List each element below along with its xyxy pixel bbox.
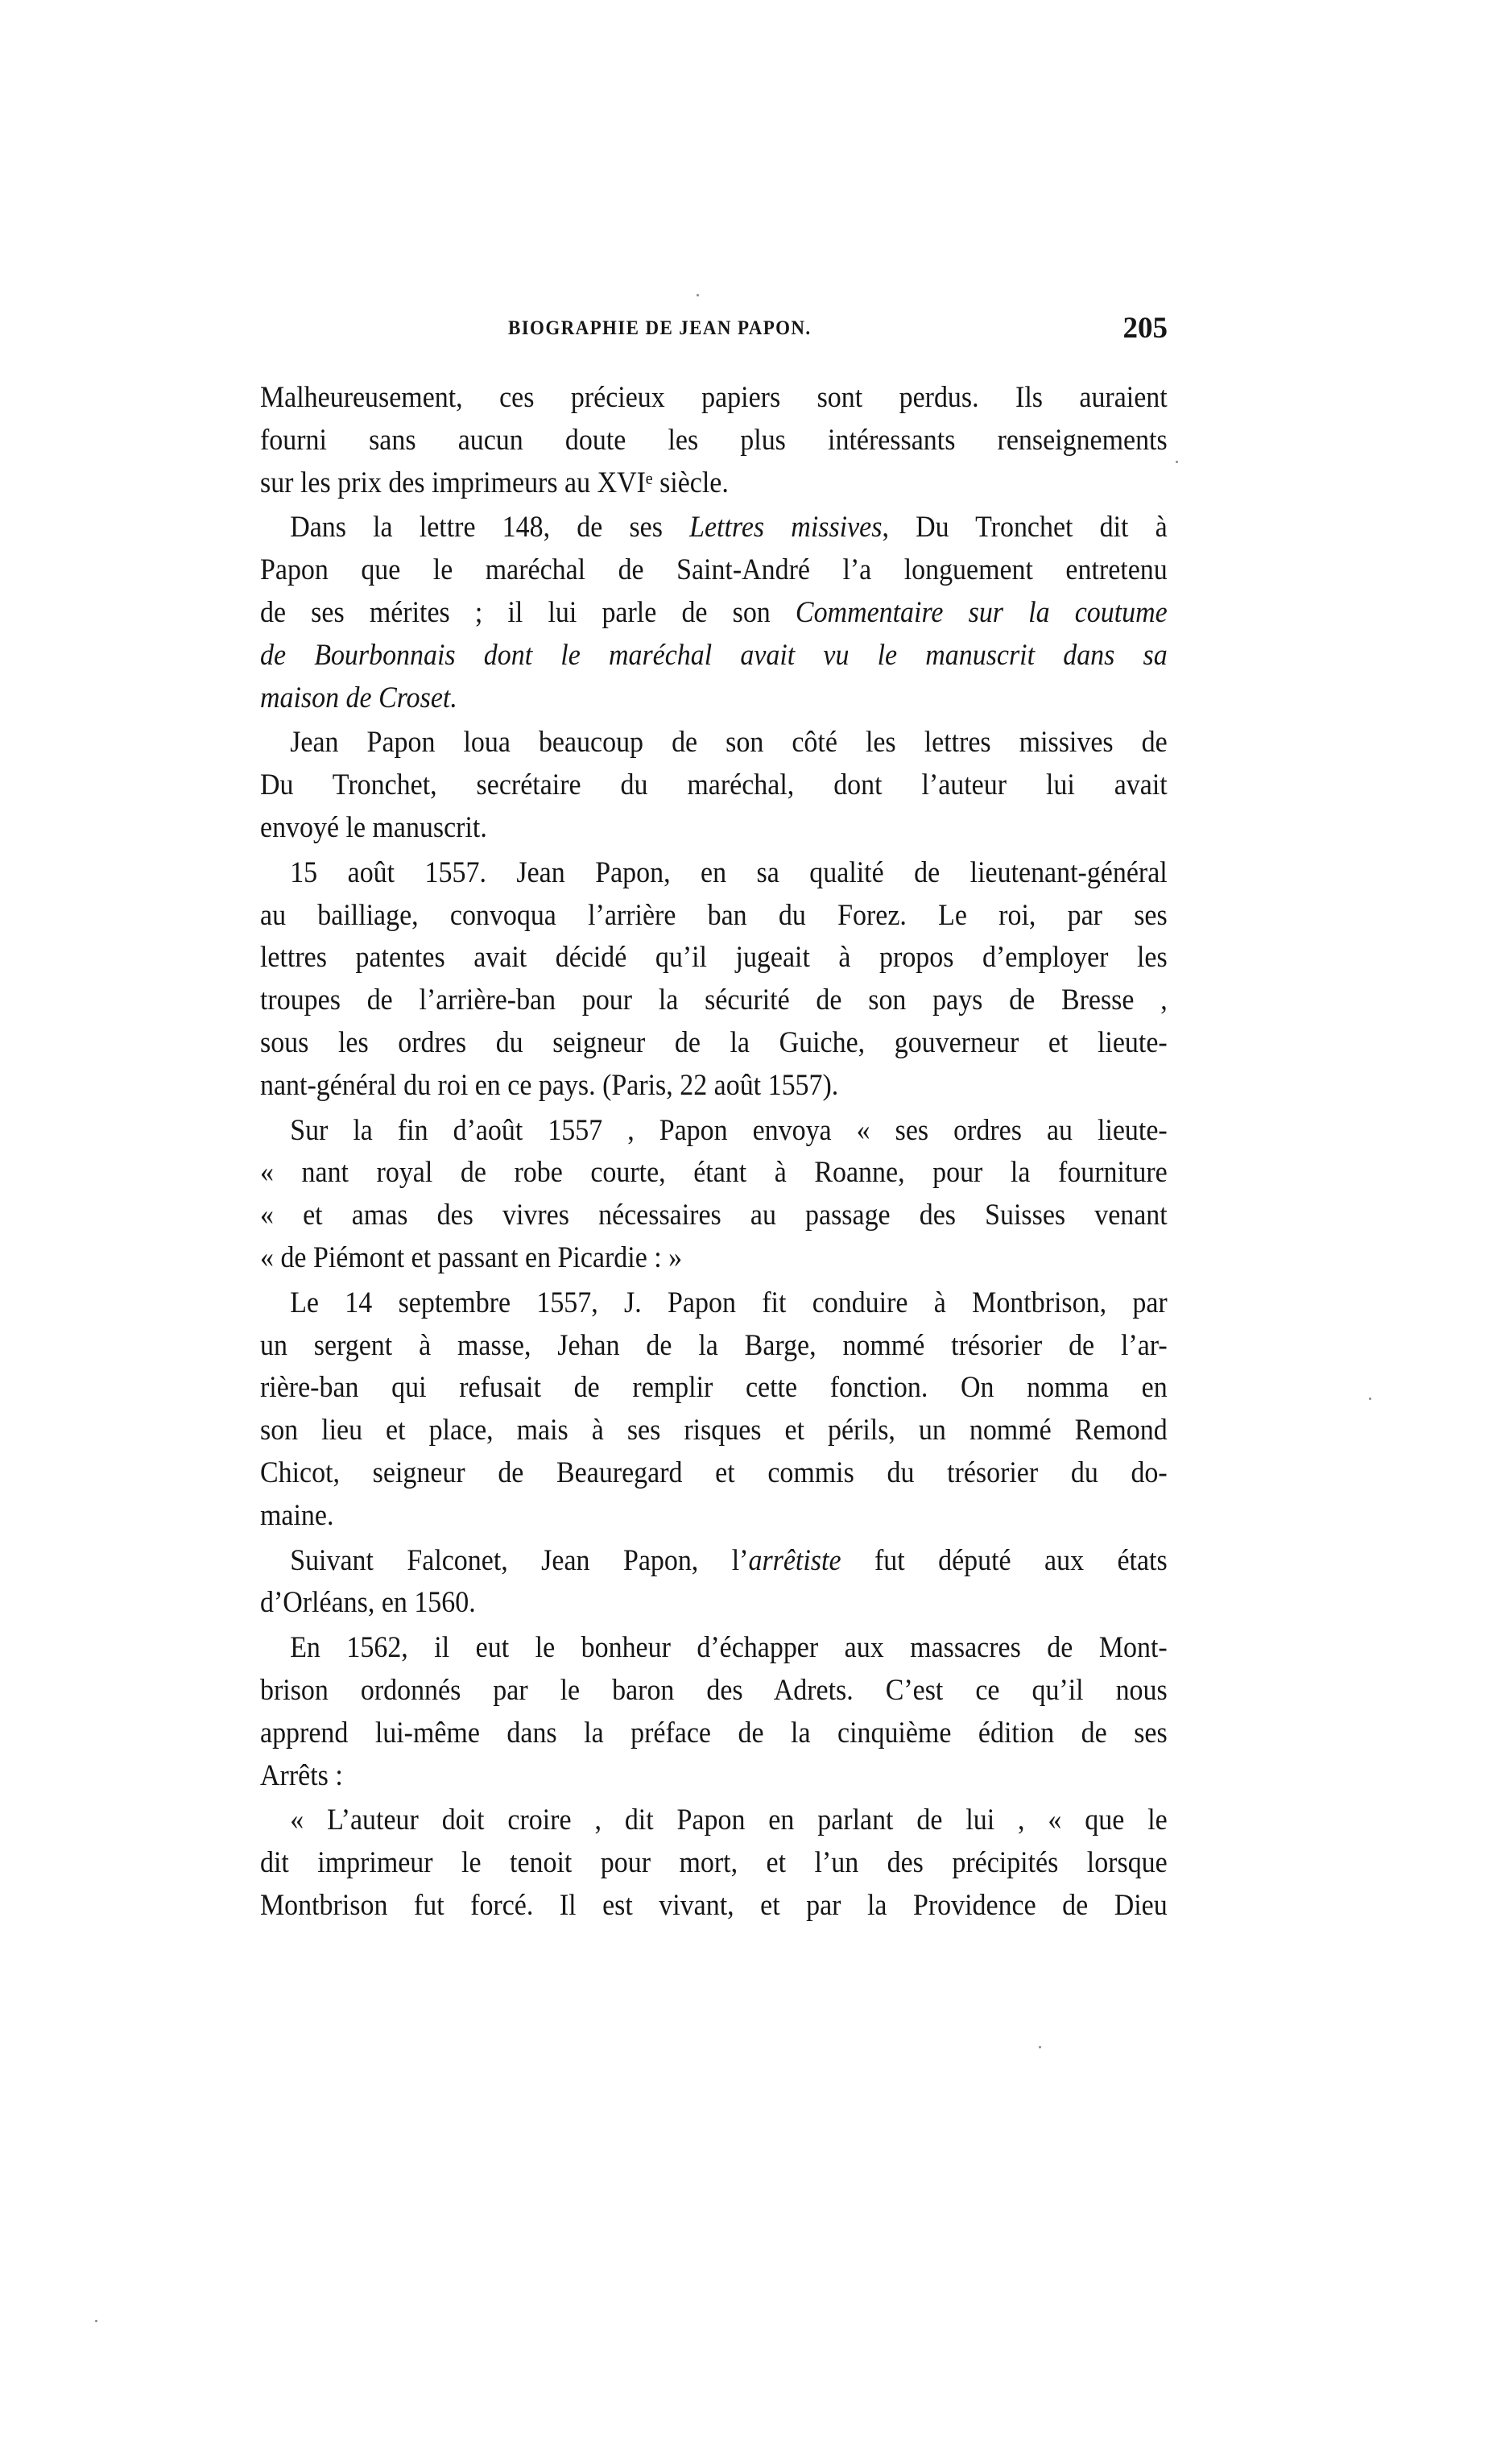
text-line: envoyé le manuscrit. xyxy=(260,810,487,843)
text-segment: Suivant Falconet, Jean Papon, l’ xyxy=(290,1543,749,1576)
text-line xyxy=(260,1539,1168,1582)
paragraph xyxy=(260,1539,1168,1625)
scan-speck xyxy=(697,294,699,296)
text-segment: de ses mérites ; il lui parle de son xyxy=(260,594,796,628)
text-line: apprend lui-même dans la préface de la cinquième édition de ses xyxy=(260,1715,1168,1749)
text-line: lettres patentes avait décidé qu’il jugeait à propos d’employer les xyxy=(260,940,1168,974)
page-header xyxy=(260,313,1168,351)
text-line: « L’auteur doit croire , dit Papon en parlant de lui , « que le xyxy=(290,1803,1168,1837)
scan-speck xyxy=(1039,2046,1041,2048)
text-line: Le 14 septembre 1557, J. Papon fit conduire à Montbrison, par xyxy=(290,1285,1168,1319)
text-line: maison de Croset. xyxy=(260,680,457,714)
italic-title: Lettres missives xyxy=(689,510,883,544)
text-line: « et amas des vivres nécessaires au passage des Suisses venant xyxy=(260,1198,1168,1232)
text-line: Chicot, seigneur de Beauregard et commis du trésorier du do- xyxy=(260,1455,1168,1489)
paragraph xyxy=(260,1626,1168,1796)
text-line: Jean Papon loua beaucoup de son côté les lettres missives de xyxy=(290,725,1168,759)
text-line: rière-ban qui refusait de remplir cette fonction. On nomma en xyxy=(260,1370,1168,1404)
paragraph xyxy=(260,376,1168,503)
text-line: Arrêts : xyxy=(260,1758,343,1791)
text-segment: , Du Tronchet dit à xyxy=(882,510,1168,544)
paragraph xyxy=(260,1109,1168,1279)
text-line: d’Orléans, en 1560. xyxy=(260,1585,476,1619)
scan-speck xyxy=(1176,461,1178,463)
text-line: un sergent à masse, Jehan de la Barge, nommé trésorier de l’ar- xyxy=(260,1327,1168,1361)
text-line xyxy=(260,591,1168,634)
page-number: 205 xyxy=(1122,312,1168,345)
scan-speck xyxy=(95,2320,97,2322)
paragraph xyxy=(260,1799,1168,1926)
text-line: 15 août 1557. Jean Papon, en sa qualité de lieutenant-général xyxy=(290,855,1168,888)
running-title: BIOGRAPHIE DE JEAN PAPON. xyxy=(508,317,812,339)
body-text xyxy=(260,376,1168,1929)
text-line: Du Tronchet, secrétaire du maréchal, dont l’auteur lui avait xyxy=(260,768,1168,801)
paragraph xyxy=(260,506,1168,718)
text-line xyxy=(260,506,1168,549)
text-line: maine. xyxy=(260,1497,334,1531)
text-line: fourni sans aucun doute les plus intéressants renseignements xyxy=(260,422,1168,456)
text-line: Malheureusement, ces précieux papiers sont perdus. Ils auraient xyxy=(260,380,1168,413)
text-line: son lieu et place, mais à ses risques et périls, un nommé Remond xyxy=(260,1413,1168,1447)
paragraph xyxy=(260,851,1168,1107)
text-line: sur les prix des imprimeurs au XVIᵉ siècle. xyxy=(260,465,729,499)
text-segment: fut député aux états xyxy=(841,1543,1168,1576)
text-line: au bailliage, convoqua l’arrière ban du Forez. Le roi, par ses xyxy=(260,897,1168,931)
text-line: En 1562, il eut le bonheur d’échapper aux massacres de Mont- xyxy=(290,1630,1168,1664)
paragraph xyxy=(260,721,1168,848)
text-line: nant-général du roi en ce pays. (Paris, 22 août 1557). xyxy=(260,1067,839,1101)
paragraph xyxy=(260,1282,1168,1537)
italic-word: arrêtiste xyxy=(748,1543,841,1576)
text-line: dit imprimeur le tenoit pour mort, et l’un des précipités lorsque xyxy=(260,1845,1168,1879)
text-line: Papon que le maréchal de Saint-André l’a longuement entretenu xyxy=(260,553,1168,586)
text-line: « de Piémont et passant en Picardie : » xyxy=(260,1240,683,1273)
text-line: troupes de l’arrière-ban pour la sécurité de son pays de Bresse , xyxy=(260,983,1168,1017)
italic-title: Commentaire sur la coutume xyxy=(795,594,1168,628)
text-line: brison ordonnés par le baron des Adrets. C’est ce qu’il nous xyxy=(260,1672,1168,1706)
text-line: de Bourbonnais dont le maréchal avait vu le manuscrit dans sa xyxy=(260,637,1168,671)
text-line: Montbrison fut forcé. Il est vivant, et par la Providence de Dieu xyxy=(260,1887,1168,1921)
text-line: « nant royal de robe courte, étant à Roanne, pour la fourniture xyxy=(260,1155,1168,1189)
text-line: sous les ordres du seigneur de la Guiche, gouverneur et lieute- xyxy=(260,1025,1168,1058)
scan-speck xyxy=(1369,1398,1371,1400)
text-line: Sur la fin d’août 1557 , Papon envoya « ses ordres au lieute- xyxy=(290,1112,1168,1146)
text-segment: Dans la lettre 148, de ses xyxy=(290,510,690,544)
